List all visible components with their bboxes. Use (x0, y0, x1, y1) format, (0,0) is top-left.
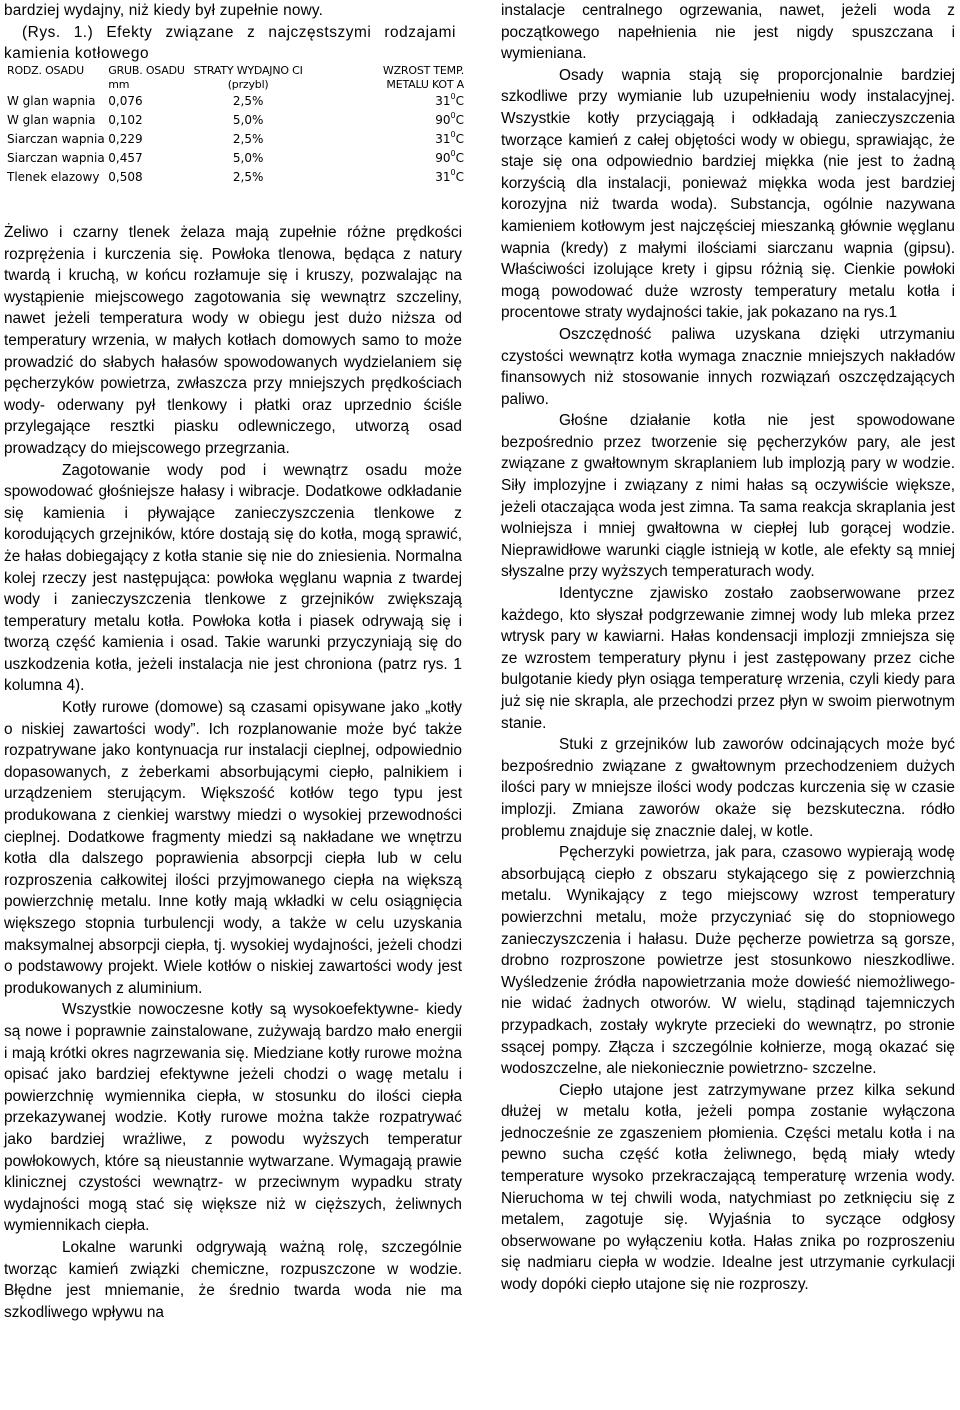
cell-thickness: 0,508 (108, 170, 143, 184)
paragraph: Oszczędność paliwa uzyskana dzięki utrzymaniu czystości wewnątrz kotła wymaga znacznie mniejszych nakładów finansowych niż stosowanie innych rozwiązań oszczędzających paliwo. (501, 325, 955, 408)
table-row (4, 111, 466, 130)
cell-temp-rise (309, 111, 466, 130)
subheader-metal-temp: METALU KOT A (386, 78, 464, 91)
cell-temp-rise (309, 92, 466, 111)
degree-mark: 0 (450, 111, 456, 120)
paragraph: Ciepło utajone jest zatrzymywane przez kilka sekund dłużej w metalu kotła, jeżeli pompa zostanie wyłączona jednocześnie ze zgaszeniem płomienia. Części metalu kotła i na pewno sucha część kotła żeliwnego, będą miały wtedy temperature wysoko przekraczającą temperaturę wrzenia wody. Nieruchoma w tej chwili woda, natychmiast po zetknięciu się z metalem, zagotuje się. Wyjaśnia to syczące odgłosy obserwowane po wyłączeniu kotła. Hałas znika po rozproszeniu się nadmiaru ciepła w wodzie. Idealne jest utrzymanie cyrkulacji wody dopóki ciepło utajone się nie rozproszy. (501, 1081, 955, 1294)
cell-temp-rise (309, 168, 466, 187)
intro-block (4, 0, 462, 65)
paragraph: Kotły rurowe (domowe) są czasami opisywane jako „kotły o niskiej zawartości wody”. Ich rozplanowanie może być także rozpatrywane jako kontynuacja rur instalacji cieplnej, odpowiednio dopasowanych, z żeberkami absorbującymi ciepło, palnikiem i urządzeniem sterującym. Większość kotłów tego typu jest produkowana z cienkiej warstwy miedzi o wysokiej przewodności cieplnej. Dodatkowe fragmenty miedzi są nakładane we wnętrzu kotła dla dalszego poprawienia absorpcji ciepła lub w celu rozproszenia całkowitej ilości przyjmowanego ciepła na większą powierzchnię metalu. Inne kotły mają wkładki w celu osiągnięcia większego stopnia turbulencji wody, a także w celu uzyskania maksymalnej absorpcji ciepła, tj. wysokiej wydajności, jeżeli chodzi o podstawowy projekt. Wiele kotłów o niskiej zawartości wody jest produkowanych z aluminium. (4, 699, 462, 997)
paragraph: Osady wapnia stają się proporcjonalnie bardziej szkodliwe przy wymianie lub uzupełnieniu wody instalacyjnej. Wszystkie kotły przyciągają i odkładają zanieczyszczenia tworzące kamień z całej objętości wody w obiegu, sprawiając, że staje się ona odpowiednio bardziej miękka (nie jest to żadną korzyścią dla instalacji, ponieważ miękka woda jest bardziej korozyjna niż twarda woda). Substancja, ogólnie nazywana kamieniem kotłowym jest najczęściej mieszanką głównie węglanu wapnia (kredy) z małymi ilościami siarczanu wapnia (gipsu). Właściwości izolujące krety i gipsu różnią się. Cienkie powłoki mogą powodować duże wzrosty temperatury metalu kotła i procentowe straty wydajności takie, jak pokazano na rys.1 (501, 66, 955, 322)
cell-thickness: 0,076 (108, 94, 143, 108)
temp-value: 31 (435, 94, 451, 108)
cell-efficiency-loss: 5,0% (232, 151, 264, 165)
paragraph: Żeliwo i czarny tlenek żelaza mają zupełnie różne prędkości rozprężenia i kurczenia się. Powłoka tlenowa, będąca z natury twardą i kruchą, w końcu rozłamuje się i kruszy, pozwalając na wystąpienie miejscowego zagotowania się wewnątrz szczeliny, nawet jeżeli temperatura wody w obiegu jest dużo niższa od temperatury wrzenia, w małych kotłach domowych samo to może prowadzić do słabych hałasów spowodowanych wydzielaniem się pęcherzyków powietrza, zwłaszcza przy mniejszych prędkościach wody- oderwany pył tlenkowy i płatki oraz uprzednio ściśle przylegające resztki piasku odlewniczego, utworzą osad prowadzący do miejscowego przegrzania. (4, 224, 462, 457)
temp-value: 31 (435, 132, 451, 146)
paragraph: Wszystkie nowoczesne kotły są wysokoefektywne- kiedy są nowe i poprawnie zainstalowane, zużywają bardzo mało energii i mają krótki okres nagrzewania się. Miedziane kotły rurowe można opisać jako bardziej efektywne jeżeli chodzi o wagę metalu i powierzchnię wymiennika ciepła, w stosunku do ilości ciepła przekazywanej wodzie. Kotły rurowe można także rozpatrywać jako bardziej wrażliwe, z powodu wyższych temperatur powłokowych, które są nieustannie wytwarzane. Wymagają prawie klinicznej czystości wewnątrz- w przeciwnym wypadku straty wydajności mogą stać się większe niż w cięższych, żeliwnych wymiennikach ciepła. (4, 1001, 462, 1235)
temp-value: 90 (435, 151, 451, 165)
temp-value: 31 (435, 170, 451, 184)
cell-thickness: 0,457 (108, 151, 143, 165)
table-row (4, 130, 466, 149)
temp-value: 90 (435, 113, 451, 127)
subheader-approx: (przybl) (227, 78, 269, 91)
table-row (4, 92, 466, 111)
subheader-deposit-type (4, 78, 108, 92)
left-body (4, 222, 462, 1323)
paragraph: Głośne działanie kotła nie jest spowodowane bezpośrednio przez tworzenie się pęcherzyków pary, ale jest związane z gwałtownym skraplaniem lub implozją pary w wodzie. Siły implozyjne i związany z nimi hałas są oczywiście większe, jeżeli otaczająca woda jest zimna. Ta sama reakcja skraplania jest wolniejsza i mniej gwałtowna w ciepłej lub gorącej wodzie. Nieprawidłowe warunki ciągle istnieją w kotle, ale efekty są mniej słyszalne przy wyższych temperaturach wody. (501, 412, 955, 581)
degree-mark: 0 (450, 92, 456, 101)
cell-deposit-type: W glan wapnia (7, 94, 96, 108)
degree-mark: 0 (450, 168, 456, 177)
cell-thickness: 0,102 (108, 113, 143, 127)
cell-temp-rise (309, 130, 466, 149)
header-temp-rise: WZROST TEMP. (382, 64, 464, 77)
cell-deposit-type: Siarczan wapnia (7, 151, 105, 165)
cell-temp-rise (309, 149, 466, 168)
cell-deposit-type: Siarczan wapnia (7, 132, 105, 146)
figure-caption: (Rys. 1.) Efekty związane z najczęstszymi rodzajami kamienia kotłowego (4, 23, 456, 63)
cell-efficiency-loss: 2,5% (232, 132, 264, 146)
header-thickness: GRUB. OSADU (108, 64, 185, 77)
intro-line: bardziej wydajny, niż kiedy był zupełnie nowy. (4, 2, 324, 19)
temp-unit: C (455, 151, 464, 165)
paragraph: Lokalne warunki odgrywają ważną rolę, szczególnie tworząc kamień związki chemiczne, rozpuszczone w wodzie. Błędne jest mniemanie, że średnio twarda woda nie ma szkodliwego wpływu na (4, 1238, 462, 1321)
paragraph: Zagotowanie wody pod i wewnątrz osadu może spowodować głośniejsze hałasy i wibracje. Dodatkowe odkładanie się kamienia i pływające zanieczyszczenia tlenkowe z korodujących grzejników, które dostają się do kotła, mogą sprawić, że hałas dobiegający z kotła stanie się nie do zniesienia. Normalna kolej rzeczy jest następująca: powłoka węglanu wapnia z twardej wody i zanieczyszczenia tlenkowe z grzejników zwiększają temperatury metalu kotła. Powłoka kotła i piasek odrywają się i tworzą część kamienia i osad. Takie warunki przyczyniają się do uszkodzenia kotła, jeżeli instalacja nie jest chroniona (patrz rys. 1 kolumna 4). (4, 461, 462, 695)
table-header-row (4, 64, 466, 78)
right-column (501, 0, 955, 1296)
temp-unit: C (455, 113, 464, 127)
cell-efficiency-loss: 5,0% (232, 113, 264, 127)
degree-mark: 0 (450, 149, 456, 158)
header-deposit-type: RODZ. OSADU (7, 64, 84, 77)
table-subheader-row (4, 78, 466, 92)
temp-unit: C (455, 132, 464, 146)
scale-effects-table (4, 64, 466, 187)
paragraph: instalacje centralnego ogrzewania, nawet, jeżeli woda z początkowego napełnienia nie jest nigdy spuszczana i wymieniana. (501, 2, 955, 63)
temp-unit: C (455, 94, 464, 108)
degree-mark: 0 (450, 130, 456, 139)
cell-efficiency-loss: 2,5% (232, 170, 264, 184)
table-row (4, 149, 466, 168)
subheader-thickness-unit: mm (108, 78, 130, 91)
cell-thickness: 0,229 (108, 132, 143, 146)
table-row (4, 168, 466, 187)
header-efficiency-loss: STRATY WYDAJNO CI (193, 64, 303, 77)
temp-unit: C (455, 170, 464, 184)
paragraph: Pęcherzyki powietrza, jak para, czasowo wypierają wodę absorbującą ciepło z obszaru stykającego się z powierzchnią metalu. Wynikający z tego miejscowy wzrost temperatury powierzchni metalu, może przyczyniać się do stopniowego zanieczyszczenia i hałasu. Duże pęcherze powietrza są gorsze, drobno rozproszone powietrze jest stosunkowo nieszkodliwe. Wyśledzenie źródła napowietrzania może dowieść niemożliwego- nie widać żadnych otworów. W wielu, stądinąd tajemniczych przypadkach, zostały wykryte przecieki do wewnątrz, po stronie ssącej pompy. Złącza i szczególnie kołnierze, mogą okazać się wodoszczelne, ale niekoniecznie powietrzno- szczelne. (501, 844, 955, 1078)
cell-efficiency-loss: 2,5% (232, 94, 264, 108)
cell-deposit-type: W glan wapnia (7, 113, 96, 127)
paragraph: Identyczne zjawisko zostało zaobserwowane przez każdego, kto słyszał podgrzewanie zimnej wody lub mleka przez wtrysk pary w kawiarni. Hałas kondensacji implozji zmniejsza się ze wzrostem temperatury płynu i jest zastępowany przez ciche bulgotanie kiedy płyn osiąga temperaturę wrzenia, czyli kiedy para już się nie skrapla, ale przechodzi przez płyn w swoim pierwotnym stanie. (501, 585, 955, 732)
cell-deposit-type: Tlenek elazowy (7, 170, 100, 184)
paragraph: Stuki z grzejników lub zaworów odcinających może być bezpośrednio związane z gwałtownym przechodzeniem dużych ilości pary w mniejsze ilości wody podczas kurczenia się w czasie implozji. Zmiana zaworów okaże się bezskuteczna. ródło problemu znajduje się znacznie dalej, w kotle. (501, 736, 955, 840)
